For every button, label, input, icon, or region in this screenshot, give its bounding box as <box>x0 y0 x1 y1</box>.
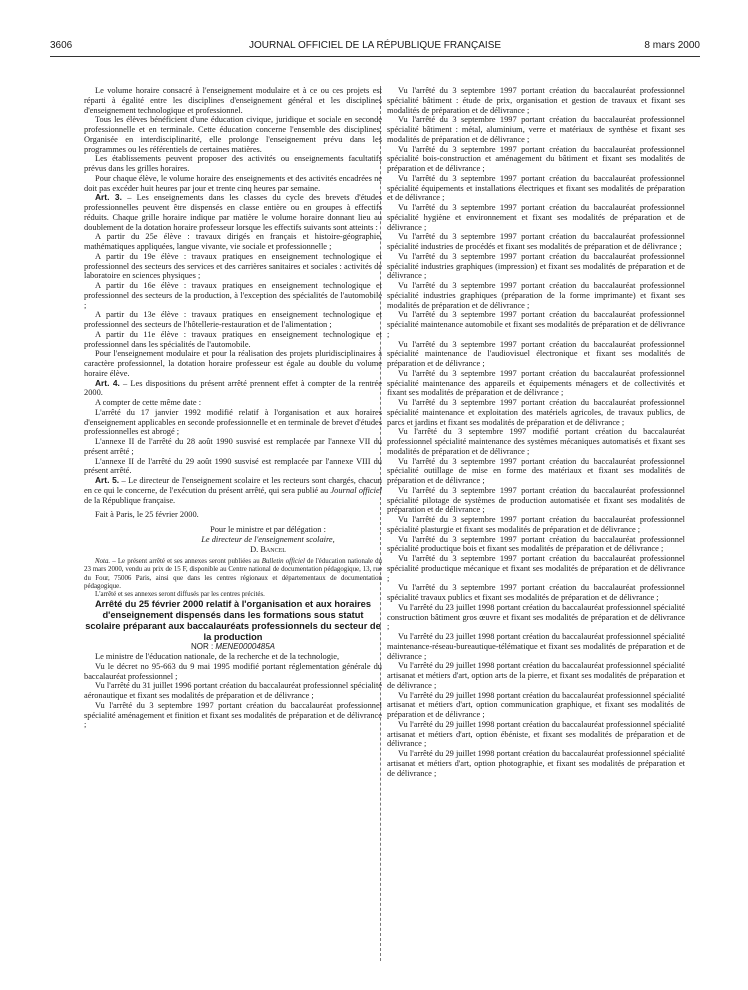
article-text: – Les dispositions du présent arrêté prennent effet à compter de la rentrée 2000. <box>84 378 382 398</box>
nota-paragraph: L'arrêté et ses annexes seront diffusés par les centres précités. <box>95 591 265 599</box>
header-rule <box>50 56 700 57</box>
visa-paragraph: Vu l'arrêté du 3 septembre 1997 portant création du baccalauréat professionnel spécialité hygiène et environnement et fixant ses modalités de préparation et de délivrance ; <box>387 203 685 232</box>
list-item: A partir du 13e élève : travaux pratiques en enseignement technologique et professionnel des secteurs de l'hôtellerie-restauration et de l'alimentation ; <box>84 310 382 329</box>
visa-paragraph: Vu l'arrêté du 3 septembre 1997 portant création du baccalauréat professionnel spécialité bois-construction et aménagement du bâtiment et fixant ses modalités de préparation et de délivrance ; <box>387 144 685 173</box>
signature-title: Le directeur de l'enseignement scolaire, <box>201 534 335 544</box>
visa-paragraph: Vu l'arrêté du 3 septembre 1997 portant création du baccalauréat professionnel spécialité outillage de mise en forme des matériaux et fixant ses modalités de préparation et de délivrance ; <box>387 456 685 485</box>
visa-paragraph: Vu l'arrêté du 3 septembre 1997 portant création du baccalauréat professionnel spécialité industries graphiques (impression) et fixant ses modalités de préparation et de délivrance ; <box>387 251 685 281</box>
list-item: A partir du 19e élève : travaux pratiques en enseignement technologique et professionnel des secteurs des services et des carrières sanitaires et sociales : activités de laboratoire en sciences physiques ; <box>84 251 382 281</box>
visa-paragraph: Vu l'arrêté du 23 juillet 1998 portant création du baccalauréat professionnel spécialité construction bâtiment gros œuvre et fixant ses modalités de préparation et de délivrance ; <box>387 602 685 632</box>
list-item: A partir du 11e élève : travaux pratiques en enseignement technologique et professionnel dans les spécialités de l'automobile. <box>84 329 382 349</box>
paragraph: Le volume horaire consacré à l'enseignement modulaire et à ce ou ces projets est réparti à égalité entre les disciplines d'enseignement général et les disciplines d'enseignement technologique et professionnel. <box>84 86 382 115</box>
visa-paragraph: Vu l'arrêté du 3 septembre 1997 modifié portant création du baccalauréat professionnel spécialité maintenance des systèmes mécaniques automatisés et fixant ses modalités de préparation et de délivrance ; <box>387 427 685 456</box>
list-item: A partir du 25e élève : travaux dirigés en français et histoire-géographie, mathématiques appliquées, langue vivante, vie sociale et professionnelle ; <box>84 232 382 251</box>
signature-date: Fait à Paris, le 25 février 2000. <box>95 510 199 520</box>
paragraph: Vu l'arrêté du 31 juillet 1996 portant création du baccalauréat professionnel spécialité aéronautique et fixant ses modalités de préparation et de délivrance ; <box>84 681 382 701</box>
visa-paragraph: Vu l'arrêté du 29 juillet 1998 portant création du baccalauréat professionnel spécialité artisanat et métiers d'art, option arts de la pierre, et fixant ses modalités de préparation et de délivrance ; <box>387 661 685 690</box>
visa-paragraph: Vu l'arrêté du 3 septembre 1997 portant création du baccalauréat professionnel spécialité maintenance de l'audiovisuel électronique et fixant ses modalités de préparation et de délivrance ; <box>387 339 685 368</box>
visa-paragraph: Vu l'arrêté du 3 septembre 1997 portant création du baccalauréat professionnel spécialité équipements et installations électriques et fixant ses modalités de préparation et de délivrance ; <box>387 173 685 203</box>
article-4 <box>84 379 382 399</box>
visa-paragraph: Vu l'arrêté du 3 septembre 1997 portant création du baccalauréat professionnel spécialité bâtiment : métal, aluminium, verre et matériaux de synthèse et fixant ses modalités de préparation et de délivrance ; <box>387 115 685 144</box>
signature-line: Pour le ministre et par délégation : <box>210 525 326 534</box>
article-heading: Art. 4. <box>95 377 120 388</box>
left-column <box>84 86 382 961</box>
visa-paragraph: Vu l'arrêté du 3 septembre 1997 portant création du baccalauréat professionnel spécialité maintenance automobile et fixant ses modalités de préparation et de délivrance ; <box>387 310 685 339</box>
visa-paragraph: Vu l'arrêté du 3 septembre 1997 portant création du baccalauréat professionnel spécialité industries de procédés et fixant ses modalités de préparation et de délivrance ; <box>387 232 685 251</box>
article-text: de la République française. <box>84 495 176 505</box>
paragraph: Tous les élèves bénéficient d'une éducation civique, juridique et sociale en seconde professionnelle et en terminale. Cette éducation concerne l'ensemble des disciplines. Organisée en interdisciplinarité, elle prolonge l'enseignement prévu dans les programmes ou les référentiels de certaines matières. <box>84 115 382 154</box>
paragraph: Vu le décret no 95-663 du 9 mai 1995 modifié portant réglementation générale du baccalauréat professionnel ; <box>84 661 382 681</box>
visa-paragraph: Vu l'arrêté du 3 septembre 1997 portant création du baccalauréat professionnel spécialité industries graphiques (préparation de la forme imprimante) et fixant ses modalités de préparation et de délivrance ; <box>387 281 685 310</box>
issue-date: 8 mars 2000 <box>644 40 700 51</box>
visa-paragraph: Vu l'arrêté du 3 septembre 1997 portant création du baccalauréat professionnel spécialité maintenance et exploitation des matériels agricoles, de travaux publics, de parcs et jardins et fixant ses modalités de préparation et de délivrance ; <box>387 398 685 427</box>
nota-block <box>84 558 382 599</box>
decree-title: Arrêté du 25 février 2000 relatif à l'organisation et aux horaires d'enseignement dispensés dans les formations sous statut scolaire préparant aux baccalauréats professionnels du secteur de la production <box>85 599 381 642</box>
article-text: – Le directeur de l'enseignement scolaire et les recteurs sont chargés, chacun en ce qui le concerne, de l'exécution du présent arrêté, qui sera publié au <box>84 476 382 495</box>
visa-paragraph: Vu l'arrêté du 3 septembre 1997 portant création du baccalauréat professionnel spécialité plasturgie et fixant ses modalités de préparation et de délivrance ; <box>387 515 685 534</box>
signatory-name: D. Bancel <box>250 544 286 554</box>
nor-reference: NOR : MENE0000485A <box>190 642 276 652</box>
visa-paragraph: Vu l'arrêté du 3 septembre 1997 portant création du baccalauréat professionnel spécialité productique mécanique et fixant ses modalités de préparation et de délivrance ; <box>387 554 685 583</box>
right-column <box>387 86 685 961</box>
article-heading: Art. 5. <box>95 475 120 485</box>
bulletin-reference: Bulletin officiel <box>261 558 305 566</box>
paragraph: L'arrêté du 17 janvier 1992 modifié relatif à l'organisation et aux horaires d'enseignement applicables en seconde professionnelle et en terminale de brevet d'études professionnelles est abrogé ; <box>84 407 382 437</box>
paragraph: L'annexe II de l'arrêté du 28 août 1990 susvisé est remplacée par l'annexe VII du présent arrêté ; <box>84 437 382 456</box>
nor-code: MENE0000485A <box>215 642 276 652</box>
paragraph: L'annexe II de l'arrêté du 29 août 1990 susvisé est remplacée par l'annexe VIII du présent arrêté. <box>84 456 382 476</box>
paragraph: Pour chaque élève, le volume horaire des enseignements et des activités encadrées ne doit pas excéder huit heures par jour et trente cinq heures par semaine. <box>84 173 382 193</box>
visa-paragraph: Vu l'arrêté du 23 juillet 1998 portant création du baccalauréat professionnel spécialité maintenance-réseau-bureautique-télématique et fixant ses modalités de préparation et de délivrance ; <box>387 632 685 661</box>
visa-paragraph: Vu l'arrêté du 3 septembre 1997 portant création du baccalauréat professionnel spécialité maintenance des appareils et équipements ménagers et de collectivités et fixant ses modalités de préparation et de délivrance ; <box>387 368 685 398</box>
visa-paragraph: Vu l'arrêté du 3 septembre 1997 portant création du baccalauréat professionnel spécialité travaux publics et fixant ses modalités de préparation et de délivrance ; <box>387 583 685 602</box>
article-3 <box>84 193 382 232</box>
list-item: A partir du 16e élève : travaux pratiques en enseignement technologique et professionnel des secteurs de la production, à l'exception des spécialités de l'automobile ; <box>84 281 382 310</box>
visa-paragraph: Vu l'arrêté du 29 juillet 1998 portant création du baccalauréat professionnel spécialité artisanat et métiers d'art, option photographie, et fixant ses modalités de préparation et de délivrance ; <box>387 749 685 778</box>
page-number: 3606 <box>50 40 73 51</box>
paragraph: Pour l'enseignement modulaire et pour la réalisation des projets pluridisciplinaires à caractère professionnel, la dotation horaire professeur est égale au double du volume horaire élève. <box>84 349 382 378</box>
visa-paragraph: Vu l'arrêté du 29 juillet 1998 portant création du baccalauréat professionnel spécialité artisanat et métiers d'art, option ébéniste, et fixant ses modalités de préparation et de délivrance ; <box>387 719 685 749</box>
article-heading: Art. 3. <box>95 192 122 203</box>
nota-paragraph: Nota. – Le présent arrêté et ses annexes seront publiées au Bulletin officiel de l'éducation nationale du 23 mars 2000, vendu au prix de 15 F, disponible au Centre national de documentation pédagogique, 13, rue du Four, 75006 Paris, ainsi que dans les centres régionaux et départementaux de documentation pédagogique. <box>84 558 382 590</box>
journal-title: JOURNAL OFFICIEL DE LA RÉPUBLIQUE FRANÇAISE <box>248 40 502 51</box>
journal-reference: Journal officiel <box>330 485 382 495</box>
paragraph: Le ministre de l'éducation nationale, de la recherche et de la technologie, <box>95 652 340 662</box>
visa-paragraph: Vu l'arrêté du 3 septembre 1997 portant création du baccalauréat professionnel spécialité pilotage de systèmes de production automatisée et fixant ses modalités de préparation et de délivrance ; <box>387 485 685 515</box>
visa-paragraph: Vu l'arrêté du 3 septembre 1997 portant création du baccalauréat professionnel spécialité bâtiment : étude de prix, organisation et gestion de travaux et fixant ses modalités de préparation et de délivrance ; <box>387 86 685 115</box>
paragraph: Vu l'arrêté du 3 septembre 1997 portant création du baccalauréat professionnel spécialité aménagement et finition et fixant ses modalités de préparation et de délivrance ; <box>84 700 382 730</box>
nota-label: Nota. <box>95 558 111 566</box>
article-5 <box>84 476 382 505</box>
article-text: – Les enseignements dans les classes du cycle des brevets d'études professionnelles peuvent être dispensés en classe entière ou en groupes à effectifs réduits. Chaque grille horaire indique par matière le volume horaire donnant lieu au doublement de la dotation horaire professeur lorsque les effectifs suivants sont atteints : <box>84 193 382 232</box>
paragraph: A compter de cette même date : <box>95 398 202 407</box>
page-header <box>50 40 700 54</box>
paragraph: Les établissements peuvent proposer des activités ou enseignements facultatifs prévus dans les grilles horaires. <box>84 154 382 173</box>
visa-paragraph: Vu l'arrêté du 3 septembre 1997 portant création du baccalauréat professionnel spécialité productique bois et fixant ses modalités de préparation et de délivrance ; <box>387 534 685 554</box>
visa-paragraph: Vu l'arrêté du 29 juillet 1998 portant création du baccalauréat professionnel spécialité artisanat et métiers d'art, option communication graphique, et fixant ses modalités de préparation et de délivrance ; <box>387 690 685 719</box>
